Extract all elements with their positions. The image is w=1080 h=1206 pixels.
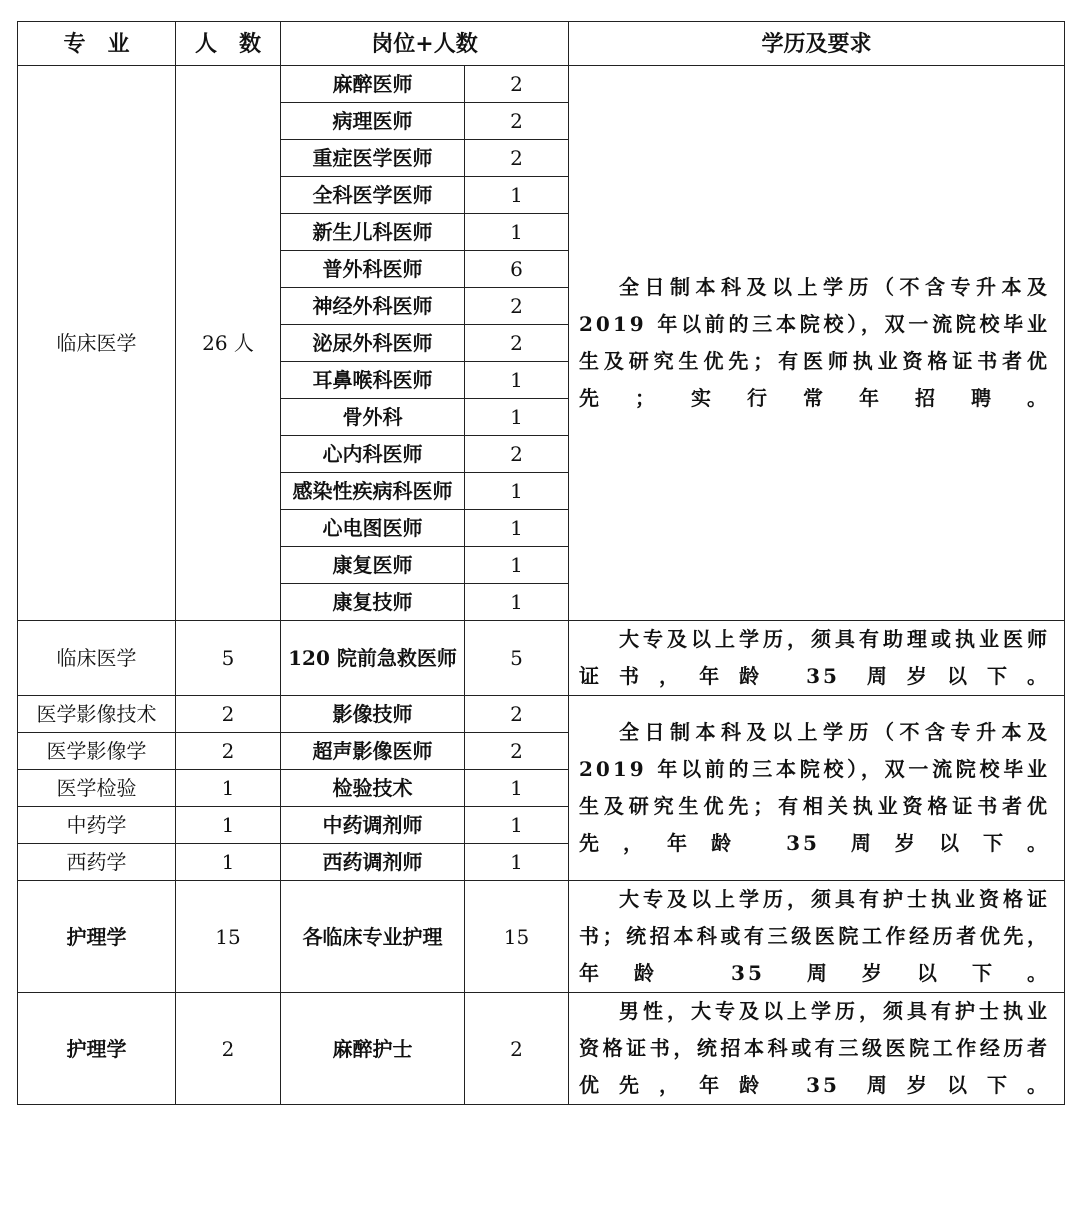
post-cell: 全科医学医师 [281,177,465,214]
requirement-cell [569,993,1065,1105]
post-num-cell: 1 [465,770,569,807]
post-num-cell: 1 [465,362,569,399]
count-cell: 5 [176,621,281,696]
post-cell: 麻醉医师 [281,66,465,103]
post-cell: 120 院前急救医师 [281,621,465,696]
major-cell: 西药学 [18,844,176,881]
requirement-cell [569,66,1065,621]
count-cell: 26 人 [176,66,281,621]
post-num-cell: 2 [465,140,569,177]
requirement-text: 大专及以上学历，须具有助理或执业医师证书，年龄 35 周岁以下。 [579,627,1050,688]
count-cell: 2 [176,733,281,770]
requirement-cell [569,696,1065,881]
requirement-text: 大专及以上学历，须具有护士执业资格证书；统招本科或有三级医院工作经历者优先，年龄 35 周岁以下。 [579,887,1050,985]
post-cell: 心内科医师 [281,436,465,473]
header-count: 人 数 [176,22,281,66]
post-cell: 影像技师 [281,696,465,733]
post-num-cell: 2 [465,103,569,140]
post-num-cell: 2 [465,696,569,733]
post-num-cell: 2 [465,325,569,362]
post-num-cell: 2 [465,66,569,103]
post-num-cell: 1 [465,399,569,436]
post-cell: 耳鼻喉科医师 [281,362,465,399]
post-num-cell: 1 [465,214,569,251]
post-num-cell: 2 [465,993,569,1105]
post-cell: 检验技术 [281,770,465,807]
post-cell: 病理医师 [281,103,465,140]
major-cell: 护理学 [18,993,176,1105]
major-cell: 临床医学 [18,621,176,696]
requirement-text: 全日制本科及以上学历（不含专升本及 2019 年以前的三本院校），双一流院校毕业生及研究生优先；有相关执业资格证书者优先，年龄 35 周岁以下。 [579,720,1050,855]
header-row [18,22,1065,66]
post-cell: 重症医学医师 [281,140,465,177]
post-num-cell: 1 [465,584,569,621]
post-num-cell: 1 [465,547,569,584]
post-cell: 中药调剂师 [281,807,465,844]
post-cell: 麻醉护士 [281,993,465,1105]
post-cell: 超声影像医师 [281,733,465,770]
requirement-text: 全日制本科及以上学历（不含专升本及 2019 年以前的三本院校），双一流院校毕业生及研究生优先；有医师执业资格证书者优先；实行常年招聘。 [579,275,1050,410]
post-num-cell: 1 [465,807,569,844]
major-cell: 护理学 [18,881,176,993]
post-num-cell: 15 [465,881,569,993]
post-cell: 普外科医师 [281,251,465,288]
post-cell: 新生儿科医师 [281,214,465,251]
major-cell: 医学影像技术 [18,696,176,733]
post-num-cell: 1 [465,510,569,547]
post-num-cell: 1 [465,473,569,510]
header-major: 专 业 [18,22,176,66]
major-cell: 中药学 [18,807,176,844]
post-cell: 神经外科医师 [281,288,465,325]
major-cell: 医学影像学 [18,733,176,770]
post-num-cell: 6 [465,251,569,288]
count-cell: 1 [176,807,281,844]
post-num-cell: 5 [465,621,569,696]
post-num-cell: 1 [465,844,569,881]
count-cell: 1 [176,844,281,881]
requirement-cell [569,881,1065,993]
requirement-text: 男性，大专及以上学历，须具有护士执业资格证书，统招本科或有三级医院工作经历者优先，年龄 35 周岁以下。 [579,999,1050,1097]
post-num-cell: 2 [465,733,569,770]
post-cell: 西药调剂师 [281,844,465,881]
count-cell: 2 [176,993,281,1105]
post-cell: 感染性疾病科医师 [281,473,465,510]
post-cell: 康复医师 [281,547,465,584]
major-cell: 临床医学 [18,66,176,621]
header-requirement: 学历及要求 [569,22,1065,66]
major-cell: 医学检验 [18,770,176,807]
post-cell: 各临床专业护理 [281,881,465,993]
table-row [18,881,1065,993]
post-num-cell: 2 [465,288,569,325]
table-row [18,993,1065,1105]
table-row [18,66,1065,103]
post-num-cell: 2 [465,436,569,473]
count-cell: 1 [176,770,281,807]
header-post: 岗位+人数 [281,22,569,66]
table-row [18,621,1065,696]
post-num-cell: 1 [465,177,569,214]
post-cell: 心电图医师 [281,510,465,547]
requirement-cell [569,621,1065,696]
count-cell: 2 [176,696,281,733]
table-row [18,696,1065,733]
count-cell: 15 [176,881,281,993]
recruitment-table [17,21,1065,1105]
post-cell: 骨外科 [281,399,465,436]
post-cell: 康复技师 [281,584,465,621]
post-cell: 泌尿外科医师 [281,325,465,362]
